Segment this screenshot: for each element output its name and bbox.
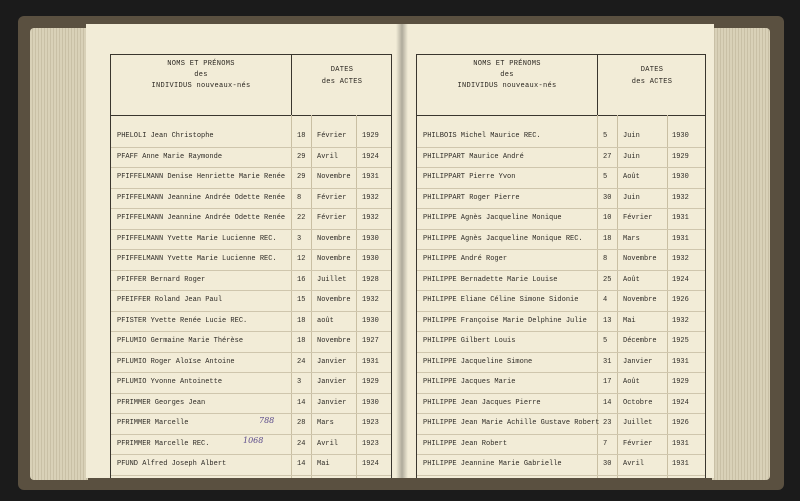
entry-year: 1929 [362,132,379,140]
entry-day: 3 [297,378,302,386]
entry-day: 30 [603,460,612,468]
entry-name: PHILIPPE Jean Jacques Pierre [423,398,541,407]
table-row [111,373,391,394]
entry-year: 1926 [672,419,689,427]
entry-year: 1923 [362,439,379,448]
entry-year: 1931 [672,357,689,366]
entry-month: Novembre [317,173,351,181]
table-row [417,394,705,415]
header-names-title: NOMS ET PRÉNOMS [167,60,235,68]
table-row [417,332,705,353]
entry-day: 17 [603,378,612,386]
entry-year: 1931 [672,234,689,243]
entry-day: 24 [297,357,306,366]
table-row [111,230,391,251]
entry-month: Août [623,275,640,284]
handwritten-note: 1068 [243,435,264,445]
entry-month: Février [317,214,347,222]
entry-name: PFISTER Yvette Renée Lucie REC. [117,316,248,325]
table-row [111,271,391,292]
table-row [111,209,391,230]
entry-day: 5 [603,337,608,345]
entry-month: Mars [623,234,640,243]
header-names-sub1: des [194,71,208,79]
table-row [111,312,391,333]
table-row [111,394,391,415]
table-row [111,435,391,456]
table-row [417,312,705,333]
entry-day: 22 [297,214,306,222]
table-row [417,271,705,292]
entry-year: 1930 [672,132,689,140]
table-row [417,435,705,456]
entry-year: 1932 [362,193,379,202]
left-page [86,24,402,478]
table-row [417,209,705,230]
entry-month: Février [317,132,347,140]
entry-month: Mai [623,316,636,325]
entry-name: PHILIPPE Jean Marie Achille Gustave Robert [423,419,600,427]
entry-month: Novembre [317,255,351,263]
entry-month: Janvier [623,357,653,366]
book-gutter [396,24,408,478]
entry-name: PHILIPPE Gilbert Louis [423,337,516,345]
entry-day: 25 [603,275,612,284]
entry-year: 1930 [362,316,379,325]
entry-name: PHILIPPE Jeannine Marie Gabrielle [423,460,562,468]
entry-year: 1931 [672,439,689,448]
table-row [111,332,391,353]
table-row [417,455,705,476]
header-dates-sub: des ACTES [631,78,673,86]
table-header-right [417,55,705,116]
entry-name: PHILIPPART Maurice André [423,152,524,161]
entry-name: PFLUMIO Germaine Marie Thérèse [117,337,244,345]
entry-name: PFIFFELMANN Jeannine Andrée Odette Renée [117,193,286,202]
table-row [417,127,705,148]
entries-left [111,127,391,478]
entry-year: 1929 [672,378,689,386]
entry-month: Novembre [317,296,351,304]
table-row [417,291,705,312]
entry-year: 1930 [362,398,379,407]
entries-right [417,127,705,478]
table-row [111,455,391,476]
entry-month: Juin [623,132,640,140]
entry-name: PFAFF Anne Marie Raymonde [117,152,223,161]
entry-name: PHILIPPE Agnès Jacqueline Monique [423,214,562,222]
entry-year: 1923 [362,419,379,427]
entry-year: 1931 [362,357,379,366]
entry-day: 27 [603,152,612,161]
entry-month: Novembre [317,234,351,243]
entry-name: PHILIPPART Roger Pierre [423,193,520,202]
table-row [111,414,391,435]
header-dates-title: DATES [330,66,354,74]
entry-name: PFIFFELMANN Jeannine Andrée Odette Renée [117,214,286,222]
entry-name: PFIFFELMANN Denise Henriette Marie Renée [117,173,286,181]
table-row [417,414,705,435]
entry-year: 1930 [362,255,379,263]
header-names-title: NOMS ET PRÉNOMS [473,60,541,68]
header-dates-sub: des ACTES [321,78,363,86]
table-row [417,476,705,479]
entry-name: PHELOLI Jean Christophe [117,132,214,140]
entry-year: 1924 [362,152,379,161]
entry-day: 14 [603,398,612,407]
entry-year: 1930 [362,234,379,243]
handwritten-note: 788 [259,416,275,425]
entry-month: août [317,316,334,325]
table-row [417,230,705,251]
entry-name: PHILIPPE Françoise Marie Delphine Julie [423,316,587,325]
table-row [417,353,705,374]
entry-day: 29 [297,173,306,181]
entry-day: 8 [297,193,302,202]
entry-year: 1929 [672,152,689,161]
entry-name: PFIFFELMANN Yvette Marie Lucienne REC. [117,234,277,243]
entry-year: 1931 [362,173,379,181]
entry-day: 31 [603,357,612,366]
entry-day: 14 [297,398,306,407]
table-row [111,291,391,312]
entry-name: PHILIPPE Jacques Marie [423,378,516,386]
entry-month: Juillet [623,419,653,427]
table-row [417,189,705,210]
entry-day: 18 [297,132,306,140]
entry-year: 1924 [672,398,689,407]
entry-day: 23 [603,419,612,427]
entry-day: 7 [603,439,608,448]
table-row [111,148,391,169]
entry-name: PHILIPPE Jean Robert [423,439,508,448]
entry-year: 1932 [672,193,689,202]
table-row [417,373,705,394]
entry-day: 8 [603,255,608,263]
register-table-right [416,54,706,478]
entry-month: Avril [317,152,339,161]
entry-name: PHILIPPE Agnès Jacqueline Monique REC. [423,234,583,243]
entry-year: 1931 [672,460,689,468]
entry-month: Août [623,173,640,181]
entry-name: PHILBOIS Michel Maurice REC. [423,132,541,140]
entry-year: 1925 [672,337,689,345]
entry-year: 1928 [362,275,379,284]
entry-name: PHILIPPE Bernadette Marie Louise [423,275,558,284]
entry-name: PFLUMIO Yvonne Antoinette [117,378,223,386]
entry-year: 1932 [672,316,689,325]
entry-day: 24 [297,439,306,448]
entry-name: PFRIMMER Georges Jean [117,398,206,407]
entry-month: Novembre [623,255,657,263]
entry-month: Février [623,439,653,448]
entry-month: Juin [623,152,640,161]
header-names-sub1: des [500,71,514,79]
entry-name: PHILIPPE Eliane Céline Simone Sidonie [423,296,579,304]
header-dates-title: DATES [640,66,664,74]
page-edges-right [712,28,770,480]
entry-month: Novembre [623,296,657,304]
entry-name: PFIFFER Bernard Roger [117,275,206,284]
page-edges-left [30,28,88,480]
entry-month: Octobre [623,398,653,407]
entry-month: Avril [623,460,645,468]
entry-day: 12 [297,255,306,263]
entry-name: PFRIMMER Marcelle [117,419,189,427]
entry-name: PHILIPPE Jacqueline Simone [423,357,533,366]
entry-year: 1924 [362,460,379,468]
table-row [111,189,391,210]
table-row [111,353,391,374]
table-header-left [111,55,391,116]
table-row [111,168,391,189]
entry-day: 5 [603,132,608,140]
entry-month: Novembre [317,337,351,345]
table-row [111,476,391,479]
entry-year: 1931 [672,214,689,222]
entry-month: Avril [317,439,339,448]
header-names-sub2: INDIVIDUS nouveaux-nés [457,82,557,90]
entry-year: 1929 [362,378,379,386]
entry-day: 15 [297,296,306,304]
entry-day: 4 [603,296,608,304]
entry-month: Février [317,193,347,202]
entry-month: Janvier [317,398,347,407]
entry-name: PFIFFELMANN Yvette Marie Lucienne REC. [117,255,277,263]
entry-name: PHILIPPART Pierre Yvon [423,173,516,181]
header-names-sub2: INDIVIDUS nouveaux-nés [151,82,251,90]
entry-day: 28 [297,419,306,427]
entry-name: PHILIPPE André Roger [423,255,508,263]
entry-day: 18 [603,234,612,243]
entry-name: PFEIFFER Roland Jean Paul [117,296,223,304]
entry-year: 1927 [362,337,379,345]
table-row [417,148,705,169]
entry-month: Juin [623,193,640,202]
entry-month: Janvier [317,357,347,366]
entry-day: 18 [297,316,306,325]
entry-month: Mai [317,460,330,468]
entry-day: 14 [297,460,306,468]
entry-year: 1932 [362,296,379,304]
table-row [417,168,705,189]
table-row [111,250,391,271]
entry-name: PFLUMIO Roger Aloïse Antoine [117,357,235,366]
entry-month: Décembre [623,337,657,345]
entry-day: 5 [603,173,608,181]
entry-day: 30 [603,193,612,202]
right-page [402,24,714,478]
entry-day: 29 [297,152,306,161]
entry-month: Février [623,214,653,222]
entry-year: 1932 [362,214,379,222]
entry-month: Janvier [317,378,347,386]
entry-month: Mars [317,419,334,427]
entry-month: Août [623,378,640,386]
entry-year: 1926 [672,296,689,304]
entry-year: 1932 [672,255,689,263]
table-row [417,250,705,271]
register-table-left [110,54,392,478]
entry-year: 1924 [672,275,689,284]
entry-year: 1930 [672,173,689,181]
entry-day: 3 [297,234,302,243]
entry-day: 16 [297,275,306,284]
entry-day: 13 [603,316,612,325]
entry-day: 10 [603,214,612,222]
table-row [111,127,391,148]
entry-name: PFRIMMER Marcelle REC. [117,439,210,448]
entry-month: Juillet [317,275,347,284]
entry-day: 18 [297,337,306,345]
entry-name: PFUND Alfred Joseph Albert [117,460,227,468]
